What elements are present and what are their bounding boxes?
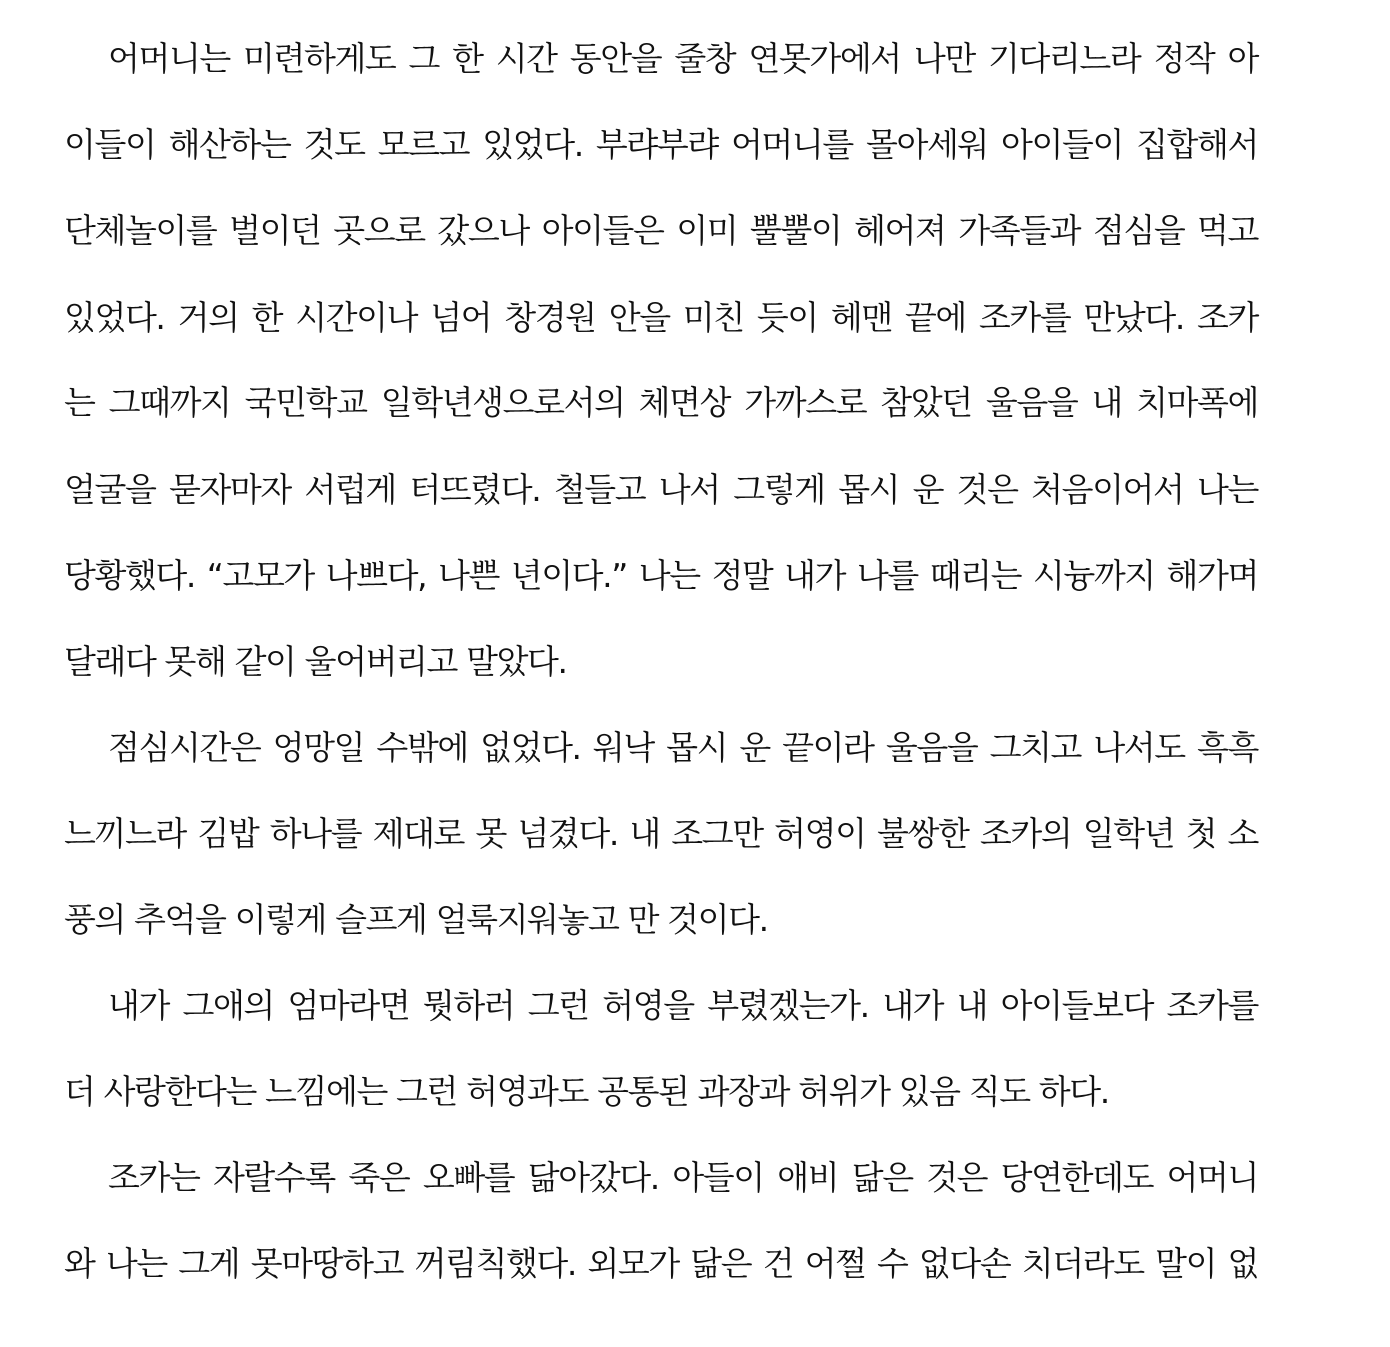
text-line: 어머니는 미련하게도 그 한 시간 동안을 줄창 연못가에서 나만 기다리느라 정작 아 (108, 39, 1258, 78)
text-line: 점심시간은 엉망일 수밖에 없었다. 워낙 몹시 운 끝이라 울음을 그치고 나서도 흑흑 (108, 728, 1258, 767)
text-line: 더 사랑한다는 느낌에는 그런 허영과도 공통된 과장과 허위가 있음 직도 하다. (64, 1072, 1109, 1111)
text-line: 당황했다. “고모가 나쁘다, 나쁜 년이다.” 나는 정말 내가 나를 때리는 시늉까지 해가며 (64, 556, 1258, 595)
text-line: 조카는 자랄수록 죽은 오빠를 닮아갔다. 아들이 애비 닮은 것은 당연한데도 어머니 (108, 1158, 1258, 1197)
text-line: 이들이 해산하는 것도 모르고 있었다. 부랴부랴 어머니를 몰아세워 아이들이 집합해서 (64, 125, 1258, 164)
text-line: 내가 그애의 엄마라면 뭣하러 그런 허영을 부렸겠는가. 내가 내 아이들보다 조카를 (108, 986, 1258, 1025)
text-line: 느끼느라 김밥 하나를 제대로 못 넘겼다. 내 조그만 허영이 불쌍한 조카의 일학년 첫 소 (64, 814, 1258, 853)
text-line: 달래다 못해 같이 울어버리고 말았다. (64, 642, 567, 681)
text-line: 풍의 추억을 이렇게 슬프게 얼룩지워놓고 만 것이다. (64, 900, 768, 939)
text-line: 는 그때까지 국민학교 일학년생으로서의 체면상 가까스로 참았던 울음을 내 치마폭에 (64, 383, 1258, 422)
text-line: 얼굴을 묻자마자 서럽게 터뜨렸다. 철들고 나서 그렇게 몹시 운 것은 처음이어서 나는 (64, 470, 1258, 509)
text-line: 단체놀이를 벌이던 곳으로 갔으나 아이들은 이미 뿔뿔이 헤어져 가족들과 점심을 먹고 (64, 211, 1258, 250)
text-line: 와 나는 그게 못마땅하고 꺼림칙했다. 외모가 닮은 건 어쩔 수 없다손 치더라도 말이 없 (64, 1244, 1258, 1283)
text-line: 있었다. 거의 한 시간이나 넘어 창경원 안을 미친 듯이 헤맨 끝에 조카를 만났다. 조카 (64, 298, 1258, 337)
